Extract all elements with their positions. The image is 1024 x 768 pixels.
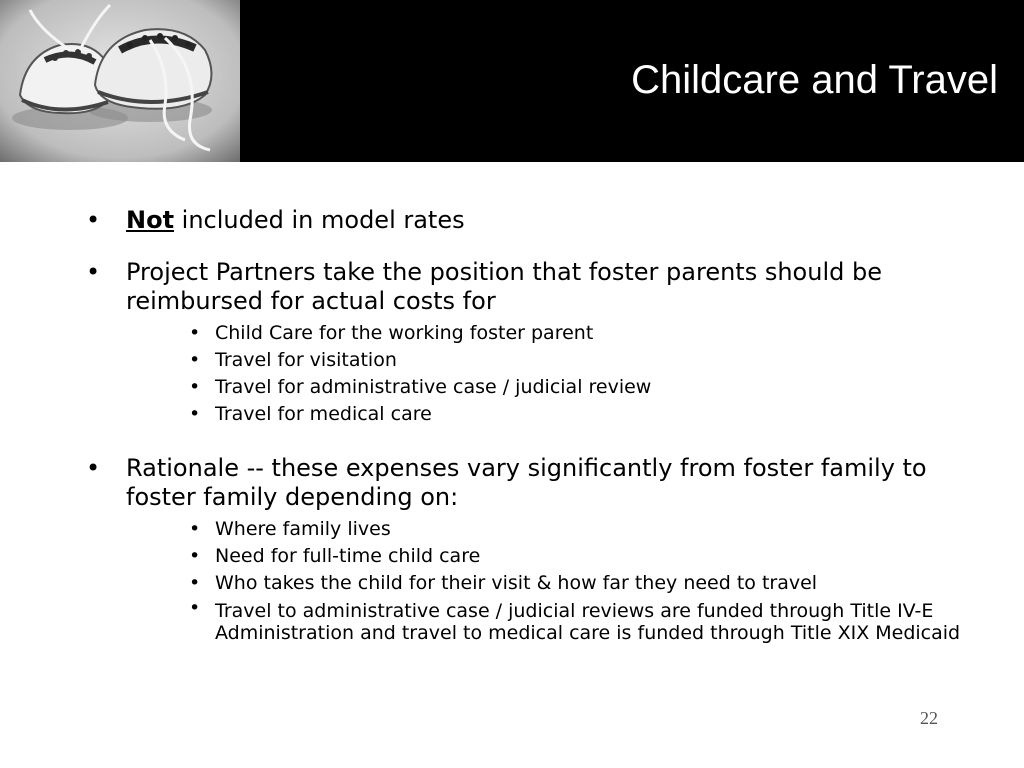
bullet-icon: • — [189, 403, 201, 425]
page-number: 22 — [920, 708, 938, 728]
sub-bullet-item: • Travel for administrative case / judicial review — [86, 374, 976, 401]
bullet-icon: • — [86, 454, 101, 482]
bullet-item — [86, 454, 976, 512]
baby-shoes-photo — [0, 0, 240, 162]
slide-body — [86, 206, 976, 644]
sub-bullet-item: • Travel for medical care — [86, 401, 976, 428]
sub-bullet-item: • Need for full-time child care — [86, 543, 976, 570]
bullet-text: included in model rates — [174, 206, 465, 234]
bullet-icon: • — [189, 545, 201, 567]
sub-bullet-item: • Who takes the child for their visit & how far they need to travel — [86, 570, 976, 597]
bullet-icon: • — [189, 597, 201, 619]
sub-bullet-item: • Travel to administrative case / judicial reviews are funded through Title IV-E Administration and travel to medical care is funded through Title XIX Medicaid — [189, 597, 961, 644]
bullet-icon: • — [86, 206, 101, 234]
sub-bullet-item: • Travel for visitation — [86, 347, 976, 374]
bullet-text: Project Partners take the position that foster parents should be reimbursed for actual costs for — [126, 258, 882, 315]
slide-title: Childcare and Travel — [631, 58, 998, 102]
bullet-icon: • — [189, 572, 201, 594]
sub-bullet-list — [86, 516, 976, 644]
slide-header — [0, 0, 1024, 162]
bullet-icon: • — [189, 349, 201, 371]
sub-bullet-list — [86, 320, 976, 428]
bullet-item — [86, 206, 976, 235]
emphasis-text: Not — [126, 206, 175, 234]
bullet-icon: • — [189, 376, 201, 398]
bullet-icon: • — [189, 322, 201, 344]
sub-bullet-item: • Where family lives — [86, 516, 976, 543]
bullet-item — [86, 258, 976, 316]
bullet-icon: • — [86, 258, 101, 286]
sub-bullet-item: • Child Care for the working foster parent — [86, 320, 976, 347]
bullet-text: Rationale -- these expenses vary significantly from foster family to foster family depending on: — [126, 454, 927, 511]
bullet-icon: • — [189, 518, 201, 540]
